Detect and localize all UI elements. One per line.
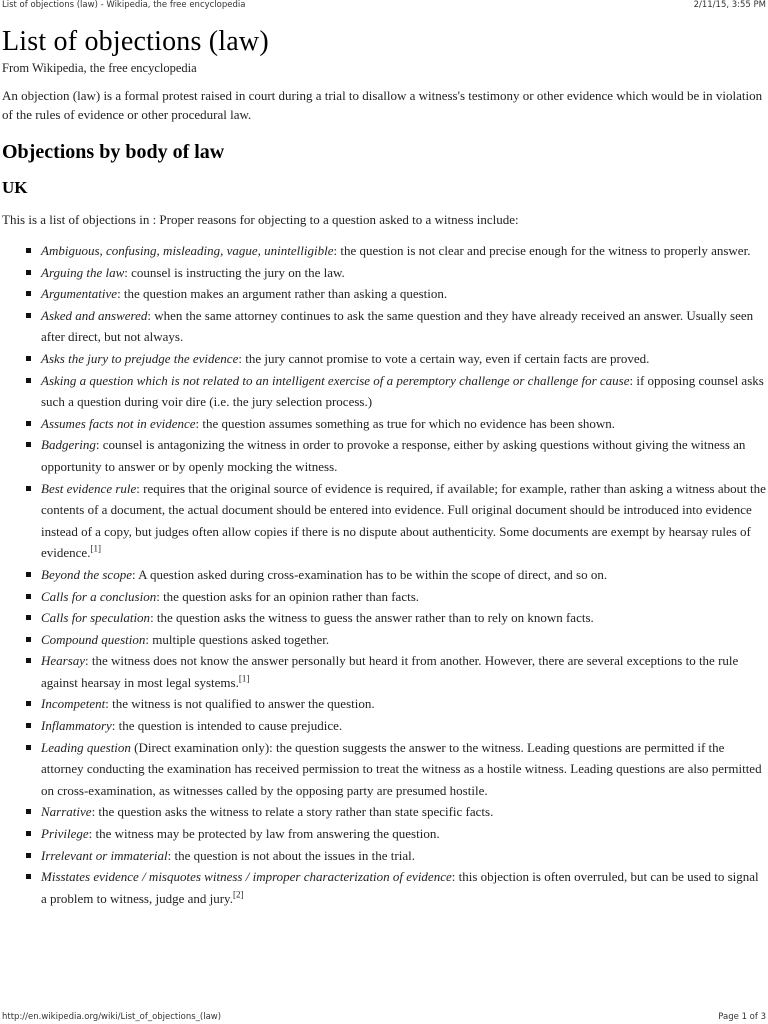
objection-desc: : multiple questions asked together.	[145, 631, 330, 647]
list-item	[41, 801, 766, 823]
list-item	[41, 283, 766, 305]
article-content	[2, 24, 766, 909]
list-item	[41, 370, 766, 413]
objection-desc: : if opposing counsel asks such a question during voir dire (i.e. the jury selection process.)	[41, 372, 764, 410]
list-item	[41, 240, 766, 262]
objection-desc: : the question makes an argument rather than asking a question.	[117, 286, 448, 302]
print-footer-url[interactable]: http://en.wikipedia.org/wiki/List_of_objections_(law)	[2, 1012, 222, 1022]
objections-list	[2, 240, 766, 909]
list-item	[41, 693, 766, 715]
objection-desc: : the jury cannot promise to vote a certain way, even if certain facts are proved.	[238, 350, 650, 366]
list-item	[41, 348, 766, 370]
objection-desc: : requires that the original source of evidence is required, if available; for example, rather than asking a witness about the contents of a document, the actual document should be entered into evidence. Full original document should be introduced into evidence instead of a copy, but judges often allow copies if there is no dispute about authenticity. Some documents are exempt by hearsay rules of evidence.	[41, 480, 766, 561]
objection-term: Hearsay	[41, 653, 86, 669]
print-footer	[0, 1011, 768, 1023]
objection-term: Badgering	[41, 437, 96, 453]
objection-term: Compound question	[41, 631, 146, 647]
objection-desc: : the question is intended to cause prejudice.	[111, 718, 343, 734]
objection-term: Beyond the scope	[41, 566, 132, 582]
subsection-heading: UK	[2, 178, 28, 197]
objection-term: Leading question	[41, 739, 131, 755]
objection-term: Privilege	[41, 826, 89, 842]
objection-term: Incompetent	[41, 696, 106, 712]
objection-desc: : the question is not about the issues in the trial.	[167, 847, 415, 863]
list-item	[41, 586, 766, 608]
list-item	[41, 737, 766, 802]
objection-term: Asks the jury to prejudge the evidence	[41, 350, 239, 366]
print-header	[0, 0, 768, 12]
objection-term: Misstates evidence / misquotes witness / improper characterization of evidence	[41, 869, 452, 885]
objection-desc: (Direct examination only): the question suggests the answer to the witness. Leading questions are permitted if the attorney conducting the examination has received permission to treat the witness as a hostile witness. Leading questions are also permitted on cross-examination, as witnesses called by the opposing party are presumed hostile.	[41, 739, 762, 798]
list-item	[41, 715, 766, 737]
objection-term: Argumentative	[41, 286, 118, 302]
objection-term: Asked and answered	[41, 307, 148, 323]
reference-link[interactable]: [2]	[232, 889, 244, 900]
objection-desc: : A question asked during cross-examination has to be within the scope of direct, and so on.	[131, 566, 608, 582]
site-subtitle: From Wikipedia, the free encyclopedia	[2, 61, 197, 75]
objection-term: Irrelevant or immaterial	[41, 847, 168, 863]
objection-desc: : the witness is not qualified to answer the question.	[105, 696, 375, 712]
objection-term: Arguing the law	[41, 264, 125, 280]
list-item	[41, 478, 766, 564]
objection-desc: : the question is not clear and precise enough for the witness to properly answer.	[333, 243, 751, 258]
objection-desc: : counsel is instructing the jury on the law.	[124, 264, 345, 280]
objection-term: Inflammatory	[41, 718, 112, 734]
section-heading: Objections by body of law	[2, 141, 225, 163]
reference-link[interactable]: [1]	[90, 543, 101, 554]
list-item	[41, 564, 766, 586]
objection-term: Calls for a conclusion	[41, 588, 157, 604]
objection-desc: : this objection is often overruled, but can be used to signal a problem to witness, judge and jury.	[41, 869, 759, 906]
list-item	[41, 434, 766, 477]
objection-term: Narrative	[41, 804, 92, 820]
objection-term: Asking a question which is not related to an intelligent exercise of a peremptory challenge or challenge for cause	[41, 372, 630, 388]
objection-term: Best evidence rule	[41, 480, 137, 496]
objection-desc: : the witness may be protected by law from answering the question.	[88, 826, 440, 842]
list-item	[41, 823, 766, 845]
objection-term: Ambiguous, confusing, misleading, vague, unintelligible	[41, 243, 334, 258]
list-item	[41, 607, 766, 629]
objection-desc: : the question assumes something as true for which no evidence has been shown.	[195, 415, 616, 431]
page-title: List of objections (law)	[2, 26, 269, 57]
print-header-title: List of objections (law) - Wikipedia, the free encyclopedia	[2, 0, 246, 10]
objection-desc: : the witness does not know the answer personally but heard it from another. However, there are several exceptions to the rule against hearsay in most legal systems.	[41, 653, 739, 690]
intro-paragraph: An objection (law) is a formal protest raised in court during a trial to disallow a witness's testimony or other evidence which would be in violation of the rules of evidence or other procedural law.	[2, 88, 763, 122]
objection-desc: : the question asks the witness to relate a story rather than state specific facts.	[91, 804, 494, 820]
objection-desc: : when the same attorney continues to ask the same question and they have already received an answer. Usually seen after direct, but not always.	[41, 307, 754, 345]
list-item	[41, 845, 766, 867]
objection-desc: : the question asks the witness to guess the answer rather than to rely on known facts.	[150, 610, 594, 626]
objection-desc: : counsel is antagonizing the witness in order to provoke a response, either by asking questions without giving the witness an opportunity to answer or by openly mocking the witness.	[41, 437, 746, 474]
list-item	[41, 866, 766, 909]
list-item	[41, 262, 766, 284]
lead-paragraph: This is a list of objections in : Proper reasons for objecting to a question asked to a witness include:	[2, 212, 519, 227]
list-item	[41, 305, 766, 348]
objection-term: Calls for speculation	[41, 610, 151, 626]
objection-desc: : the question asks for an opinion rather than facts.	[156, 588, 420, 604]
list-item	[41, 413, 766, 435]
reference-link[interactable]: [1]	[238, 673, 250, 684]
list-item	[41, 650, 766, 693]
print-header-datetime: 2/11/15, 3:55 PM	[693, 0, 766, 10]
print-footer-page: Page 1 of 3	[718, 1012, 766, 1022]
list-item	[41, 629, 766, 651]
objection-term: Assumes facts not in evidence	[41, 415, 196, 431]
